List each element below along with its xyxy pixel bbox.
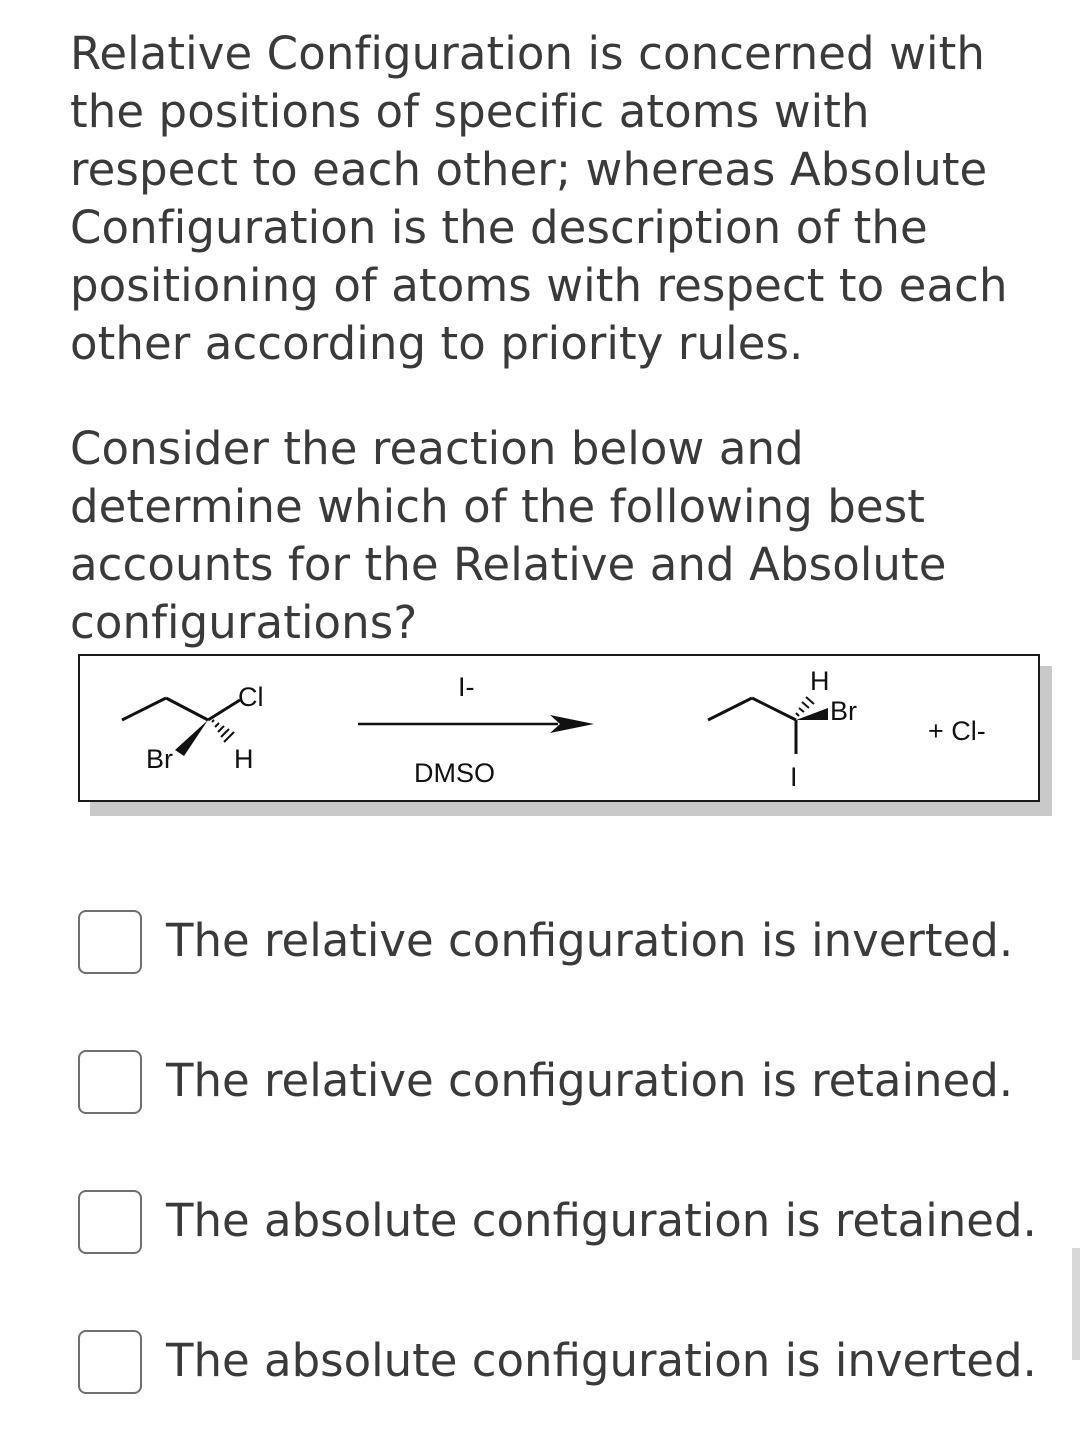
reaction-scheme xyxy=(78,654,1040,802)
reactant-wedge-bond-br xyxy=(175,720,208,756)
reactant-bond-2 xyxy=(166,698,208,720)
product-br-label: Br xyxy=(830,696,857,726)
byproduct-label: + Cl- xyxy=(928,716,986,746)
answer-option-3[interactable] xyxy=(78,1190,1038,1260)
reactant-br-label: Br xyxy=(146,744,173,774)
answer-checkbox-4[interactable] xyxy=(78,1330,142,1394)
answer-option-label: The relative configuration is retained. xyxy=(166,1054,1014,1107)
answer-option-1[interactable] xyxy=(78,910,1038,980)
answer-option-label: The relative configuration is inverted. xyxy=(166,914,1014,967)
question-paragraph: Consider the reaction below and determine which of the following best accounts for the Relative and Absolute configurations? xyxy=(70,422,947,649)
answer-checkbox-3[interactable] xyxy=(78,1190,142,1254)
reactant-bond-cl xyxy=(208,700,240,720)
reaction-drawing xyxy=(80,656,1038,800)
reactant-bond-1 xyxy=(122,698,166,720)
reaction-box xyxy=(78,654,1040,802)
answer-option-2[interactable] xyxy=(78,1050,1038,1120)
solvent-label: DMSO xyxy=(414,758,495,788)
product-h-label: H xyxy=(810,666,830,696)
answer-checkbox-1[interactable] xyxy=(78,910,142,974)
intro-paragraph: Relative Configuration is concerned with the positions of specific atoms with respect to each other; whereas Absolute Configuration is the description of the positioning of atoms with respect to each other according to priority rules. xyxy=(70,27,1008,370)
reactant-h-label: H xyxy=(234,744,254,774)
product-bond-2 xyxy=(752,698,796,720)
reactant-cl-label: Cl xyxy=(238,682,264,712)
answer-option-4[interactable] xyxy=(78,1330,1038,1400)
answer-checkbox-2[interactable] xyxy=(78,1050,142,1114)
scrollbar-thumb[interactable] xyxy=(1072,1248,1080,1360)
answer-option-label: The absolute configuration is retained. xyxy=(166,1194,1037,1247)
product-hashed-bond-h xyxy=(796,697,814,716)
product-bond-1 xyxy=(708,698,752,720)
reactant-hashed-bond-h xyxy=(212,720,234,742)
product-i-label: I xyxy=(790,762,798,792)
answer-option-label: The absolute configuration is inverted. xyxy=(166,1334,1037,1387)
reagent-label: I- xyxy=(458,672,475,702)
